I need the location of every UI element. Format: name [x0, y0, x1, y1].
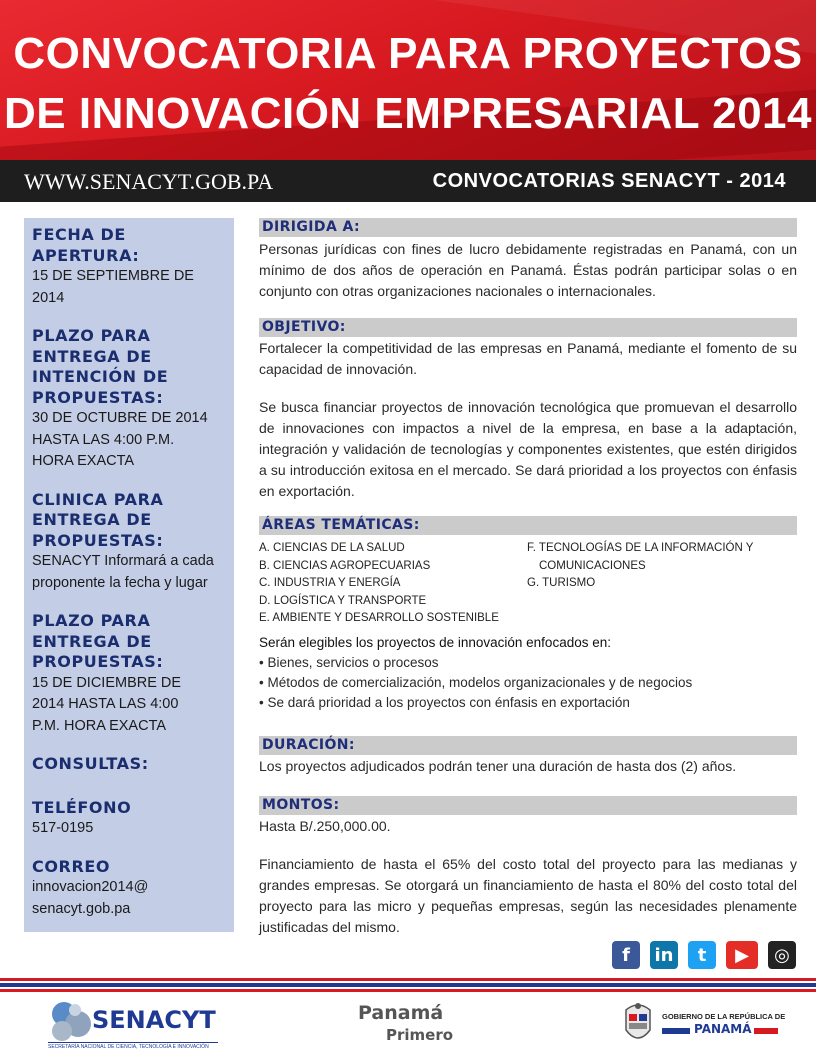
youtube-icon[interactable]: ▶: [726, 941, 758, 969]
objetivo-section: [259, 318, 797, 502]
header-banner: [0, 0, 816, 160]
panama-text: PANAMÁ: [694, 1022, 752, 1036]
info-bar: [0, 160, 816, 202]
elegible-bullet: • Métodos de comercialización, modelos organizacionales y de negocios: [259, 675, 693, 690]
area-item: C. INDUSTRIA Y ENERGÍA: [259, 577, 401, 589]
area-item: COMUNICACIONES: [539, 559, 646, 572]
intencion-label: ENTREGA DE: [32, 346, 152, 366]
convocatorias-subtitle: CONVOCATORIAS SENACYT - 2014: [432, 170, 786, 192]
facebook-icon[interactable]: f: [612, 941, 640, 969]
instagram-icon[interactable]: ◎: [768, 941, 796, 969]
panama-primero-logo: [356, 1002, 476, 1050]
correo-value[interactable]: innovacion2014@: [32, 879, 149, 895]
correo-label: CORREO: [32, 856, 111, 876]
panama-word: Panamá: [358, 1002, 444, 1024]
senacyt-fullname: SECRETARÍA NACIONAL DE CIENCIA, TECNOLOGÍA E INNOVACIÓN: [48, 1042, 218, 1050]
area-item: E. AMBIENTE Y DESARROLLO SOSTENIBLE: [259, 612, 499, 624]
senacyt-spheres-icon: [48, 1000, 96, 1044]
gobierno-logo: [620, 1000, 790, 1052]
intencion-label: INTENCIÓN DE: [32, 367, 169, 386]
intencion-value: HORA EXACTA: [32, 453, 135, 469]
primero-word: Primero: [386, 1026, 454, 1044]
clinica-value: proponente la fecha y lugar: [32, 574, 208, 591]
objetivo-heading: OBJETIVO:: [259, 318, 797, 337]
areas-heading: ÁREAS TEMÁTICAS:: [259, 516, 797, 535]
montos-text-1: Hasta B/.250,000.00.: [259, 818, 391, 834]
footer-logos: [0, 992, 816, 1057]
gobierno-text: GOBIERNO DE LA REPÚBLICA DE: [662, 1012, 786, 1021]
elegible-bullet: • Se dará prioridad a los proyectos con énfasis en exportación: [259, 695, 630, 710]
social-links: [612, 941, 796, 971]
montos-heading: MONTOS:: [259, 796, 797, 815]
footer-stripes: [0, 978, 816, 992]
areas-list: [259, 540, 797, 630]
telefono-label: TELÉFONO: [32, 797, 132, 817]
dirigida-heading: DIRIGIDA A:: [259, 218, 797, 237]
coat-of-arms-icon: [620, 1000, 656, 1048]
apertura-value: 15 DE SEPTIEMBRE DE: [32, 268, 194, 284]
apertura-label: FECHA DE: [32, 225, 126, 244]
intencion-label: PLAZO PARA: [32, 326, 151, 345]
telefono-value[interactable]: 517-0195: [32, 820, 94, 836]
apertura-value: 2014: [32, 289, 65, 306]
twitter-icon[interactable]: t: [688, 941, 716, 969]
dates-sidebar: [24, 218, 234, 932]
apertura-label: APERTURA:: [32, 245, 140, 265]
intencion-value: 30 DE OCTUBRE DE 2014: [32, 410, 208, 426]
consultas-label: CONSULTAS:: [32, 754, 149, 773]
objetivo-text-1: Fortalecer la competitividad de las empresas en Panamá, mediante el fomento de su capacidad de innovación.: [259, 340, 797, 377]
entrega-value: 2014 HASTA LAS 4:00: [32, 696, 179, 712]
clinica-label: PROPUESTAS:: [32, 530, 164, 550]
entrega-value: 15 DE DICIEMBRE DE: [32, 674, 182, 691]
entrega-label: ENTREGA DE: [32, 631, 152, 651]
area-item: B. CIENCIAS AGROPECUARIAS: [259, 559, 431, 572]
correo-value[interactable]: senacyt.gob.pa: [32, 900, 131, 917]
clinica-label: ENTREGA DE: [32, 510, 152, 529]
senacyt-logo: [48, 1000, 218, 1052]
area-item: A. CIENCIAS DE LA SALUD: [259, 542, 405, 554]
area-item: G. TURISMO: [527, 577, 596, 589]
clinica-value: SENACYT Informará a cada: [32, 553, 214, 569]
duracion-section: [259, 736, 797, 777]
title-line-2: DE INNOVACIÓN EMPRESARIAL 2014: [4, 89, 812, 138]
area-item: F. TECNOLOGÍAS DE LA INFORMACIÓN Y: [527, 542, 754, 554]
entrega-label: PLAZO PARA: [32, 611, 151, 630]
clinica-label: CLINICA PARA: [32, 489, 164, 509]
senacyt-name: SENACYT: [92, 1006, 216, 1034]
intencion-label: PROPUESTAS:: [32, 387, 164, 407]
area-item: D. LOGÍSTICA Y TRANSPORTE: [259, 594, 427, 607]
title-line-1: CONVOCATORIA PARA PROYECTOS: [13, 29, 803, 78]
areas-section: [259, 516, 797, 713]
montos-section: [259, 796, 797, 938]
objetivo-text-2: Se busca financiar proyectos de innovación tecnológica que promuevan el desarrollo de innovaciones con impactos a nivel de la empresa, en base a la adaptación, integración y validación de tecnologías y componentes existentes, que estén dirigidos a su introducción exitosa en el mercado. Se dará prioridad a los proyectos con énfasis en exportación.: [259, 399, 797, 499]
intencion-value: HASTA LAS 4:00 P.M.: [32, 431, 175, 448]
dirigida-section: [259, 218, 797, 302]
duracion-text: Los proyectos adjudicados podrán tener una duración de hasta dos (2) años.: [259, 758, 737, 774]
page-title: [0, 24, 816, 144]
elegibles-title: Serán elegibles los proyectos de innovación enfocados en:: [259, 635, 611, 650]
website-link[interactable]: WWW.SENACYT.GOB.PA: [24, 169, 274, 194]
elegible-bullet: • Bienes, servicios o procesos: [259, 655, 439, 670]
entrega-value: P.M. HORA EXACTA: [32, 717, 167, 734]
linkedin-icon[interactable]: in: [650, 941, 678, 969]
montos-text-2: Financiamiento de hasta el 65% del costo total del proyecto para las medianas y grandes empresas. Se otorgará un financiamiento de hasta el 80% del costo total del proyecto para las micro y pequeñas empresas, según las necesidades plenamente justificadas del mismo.: [259, 856, 797, 935]
entrega-label: PROPUESTAS:: [32, 652, 164, 671]
dirigida-text: Personas jurídicas con fines de lucro debidamente registradas en Panamá, con un mínimo de dos años de operación en Panamá. Éstas podrán participar solas o en conjunto con otras organizaciones nacionales o internacionales.: [259, 241, 797, 299]
duracion-heading: DURACIÓN:: [259, 736, 797, 755]
